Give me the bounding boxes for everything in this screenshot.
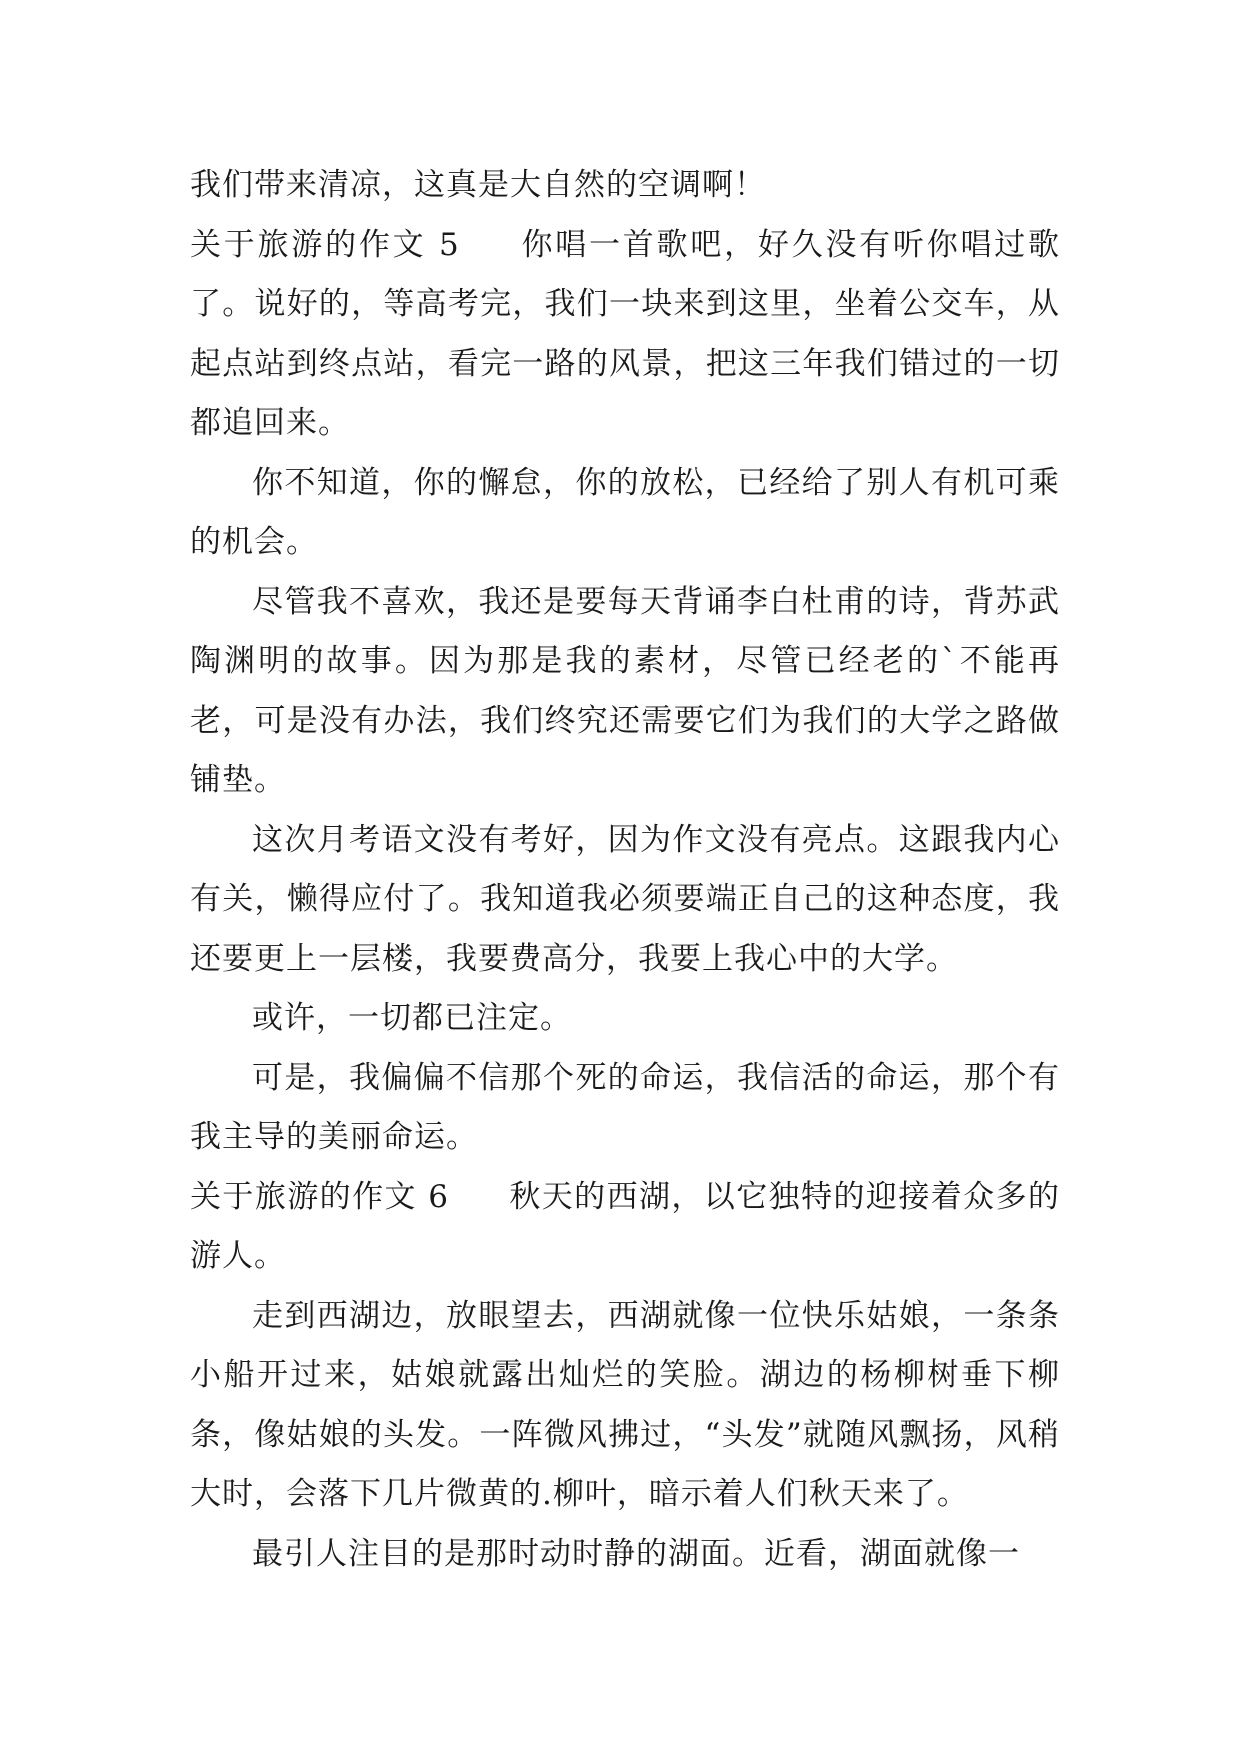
paragraph-text: 你唱一首歌吧，好久没有听你唱过歌了。说好的，等高考完，我们一块来到这里，坐着公交车，从起点站到终点站，看完一路的风景，把这三年我们错过的一切都追回来。 [190, 226, 1060, 441]
paragraph-8 [190, 1287, 1060, 1525]
essay-heading-6: 关于旅游的作文 6 [190, 1178, 449, 1215]
paragraph-text: 尽管我不喜欢，我还是要每天背诵李白杜甫的诗，背苏武陶渊明的故事。因为那是我的素材，尽管已经老的`不能再老，可是没有办法，我们终究还需要它们为我们的大学之路做铺垫。 [190, 583, 1060, 798]
essay-heading-5: 关于旅游的作文 5 [190, 226, 460, 263]
paragraph-7 [190, 1168, 1060, 1287]
paragraph-text: 走到西湖边，放眼望去，西湖就像一位快乐姑娘，一条条小船开过来，姑娘就露出灿烂的笑脸。湖边的杨柳树垂下柳条，像姑娘的头发。一阵微风拂过，“头发”就随风飘扬，风稍大时，会落下几片微黄的.柳叶，暗示着人们秋天来了。 [190, 1297, 1060, 1512]
paragraph-text: 我们带来清凉，这真是大自然的空调啊！ [190, 167, 766, 203]
paragraph-3 [190, 573, 1060, 811]
paragraph-text: 秋天的西湖，以它独特的迎接着众多的游人。 [190, 1178, 1061, 1274]
document-body [190, 156, 1060, 1584]
paragraph-text: 这次月考语文没有考好，因为作文没有亮点。这跟我内心有关，懒得应付了。我知道我必须要端正自己的这种态度，我还要更上一层楼，我要费高分，我要上我心中的大学。 [190, 821, 1060, 977]
paragraph-5 [190, 989, 1060, 1049]
paragraph-text: 最引人注目的是那时动时静的湖面。近看，湖面就像一 [252, 1535, 1020, 1572]
paragraph-4 [190, 811, 1060, 990]
paragraph-1 [190, 216, 1060, 454]
paragraph-6 [190, 1049, 1060, 1168]
paragraph-text: 你不知道，你的懈怠，你的放松，已经给了别人有机可乘的机会。 [190, 464, 1060, 560]
paragraph-0 [190, 156, 1060, 216]
paragraph-text: 可是，我偏偏不信那个死的命运，我信活的命运，那个有我主导的美丽命运。 [190, 1059, 1060, 1155]
paragraph-2 [190, 454, 1060, 573]
paragraph-9 [190, 1525, 1060, 1585]
paragraph-text: 或许，一切都已注定。 [252, 1000, 572, 1036]
